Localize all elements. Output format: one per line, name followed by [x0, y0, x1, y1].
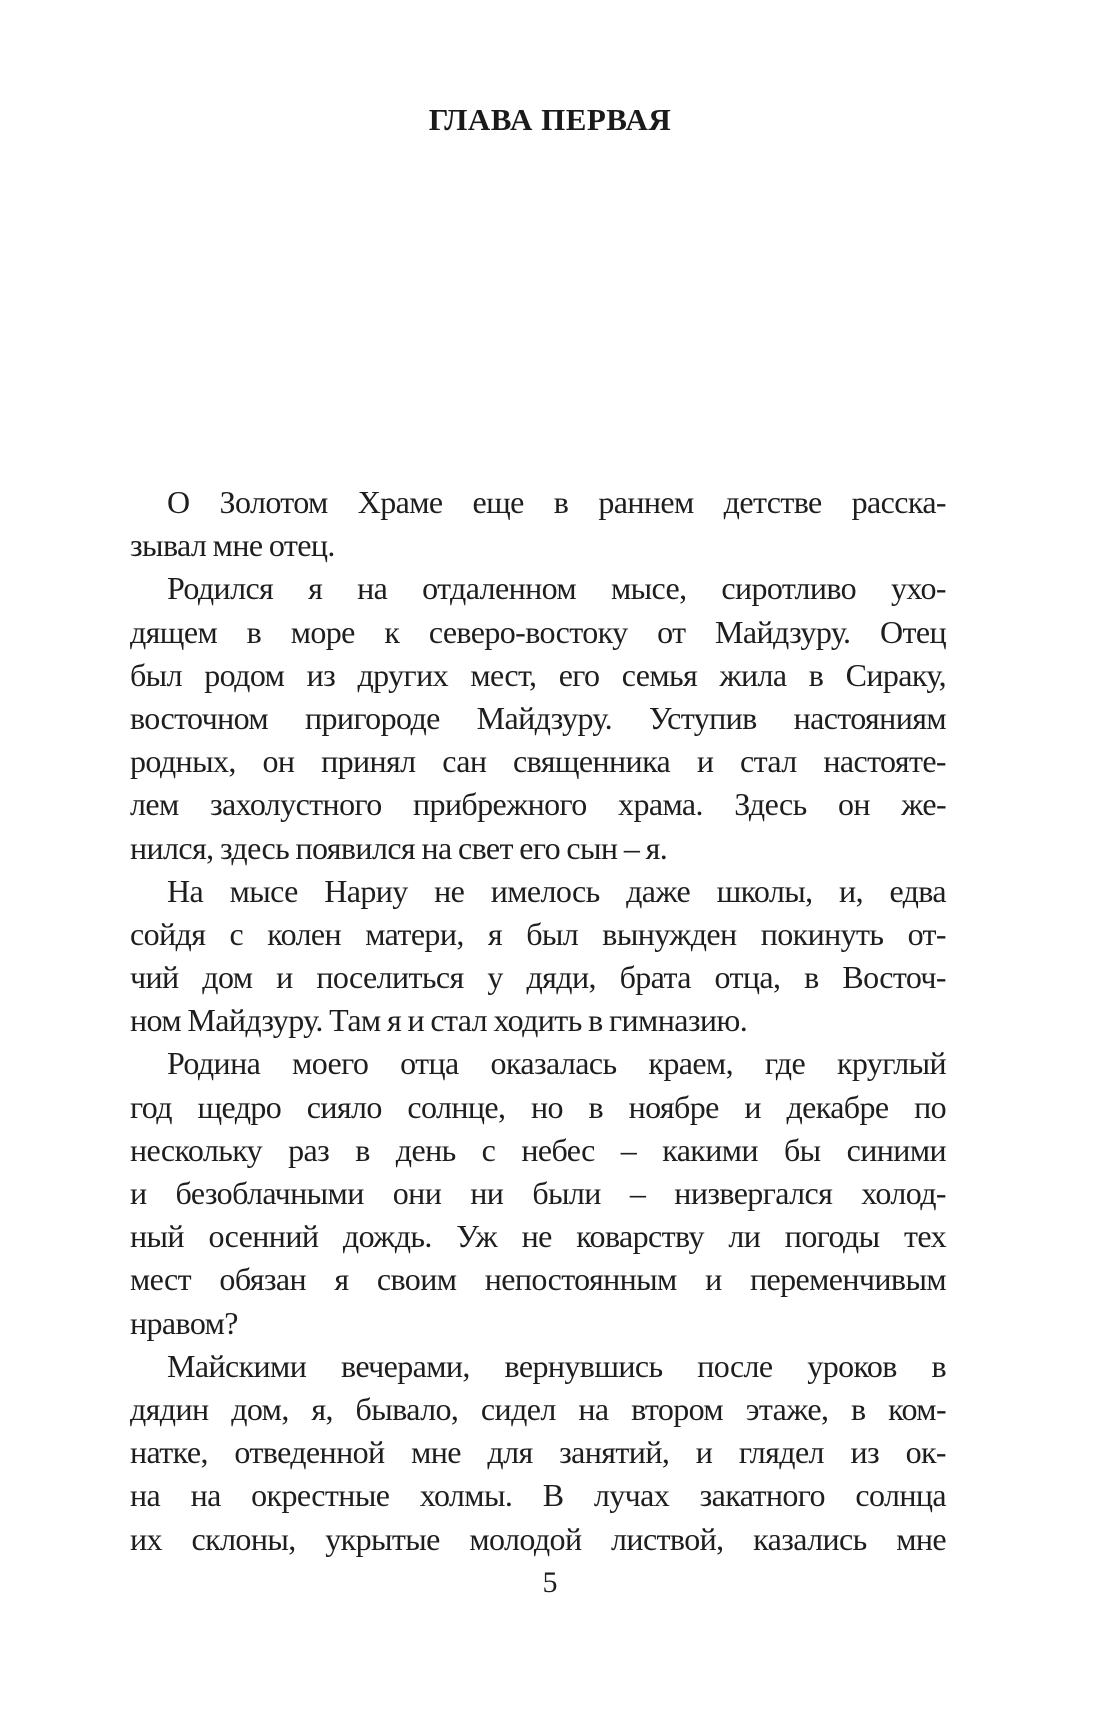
chapter-title: ГЛАВА ПЕРВАЯ [428, 102, 672, 137]
text-line: нескольку раз в день с небес – какими бы синими [130, 1131, 946, 1168]
text-line: был родом из других мест, его семья жила в Сираку, [130, 656, 946, 693]
text-line: лем захолустного прибрежного храма. Здесь он же- [130, 786, 946, 823]
text-line: Родина моего отца оказалась краем, где круглый [167, 1045, 946, 1082]
text-line: сойдя с колен матери, я был вынужден покинуть от- [130, 915, 946, 952]
text-line: На мысе Нариу не имелось даже школы, и, едва [167, 872, 946, 909]
text-line: и безоблачными они ни были – низвергался холод- [130, 1175, 946, 1211]
text-line: О Золотом Храме еще в раннем детстве расска- [167, 484, 946, 520]
text-line: Майскими вечерами, вернувшись после уроков в [167, 1347, 946, 1384]
text-line: чий дом и поселиться у дяди, брата отца, в Восточ- [130, 959, 946, 996]
text-line: мест обязан я своим непостоянным и переменчивым [130, 1261, 946, 1298]
text-line: натке, отведенной мне для занятий, и глядел из ок- [130, 1434, 946, 1471]
paragraph [130, 1042, 946, 1344]
page-number: 5 [542, 1566, 558, 1599]
paragraph [130, 1345, 946, 1561]
text-line: восточном пригороде Майдзуру. Уступив настояниям [130, 699, 946, 736]
body-text [130, 481, 946, 1561]
text-line: дядин дом, я, бывало, сидел на втором этаже, в ком- [130, 1390, 946, 1427]
text-line: на на окрестные холмы. В лучах закатного солнца [130, 1477, 946, 1514]
text-line: ном Майдзуру. Там я и стал ходить в гимназию. [130, 1002, 748, 1039]
text-line: ный осенний дождь. Уж не коварству ли погоды тех [130, 1218, 946, 1255]
text-line: зывал мне отец. [130, 527, 335, 564]
paragraph [130, 567, 946, 869]
text-line: родных, он принял сан священника и стал настояте- [130, 743, 946, 780]
paragraph [130, 870, 946, 1043]
text-line: их склоны, укрытые молодой листвой, казались мне [130, 1520, 946, 1557]
text-line: Родился я на отдаленном мысе, сиротливо ухо- [167, 570, 946, 607]
text-line: нравом? [130, 1304, 238, 1341]
text-line: нился, здесь появился на свет его сын – я. [130, 829, 668, 866]
text-line: дящем в море к северо-востоку от Майдзуру. Отец [130, 613, 946, 650]
paragraph [130, 481, 946, 567]
text-line: год щедро сияло солнце, но в ноябре и декабре по [130, 1088, 946, 1125]
